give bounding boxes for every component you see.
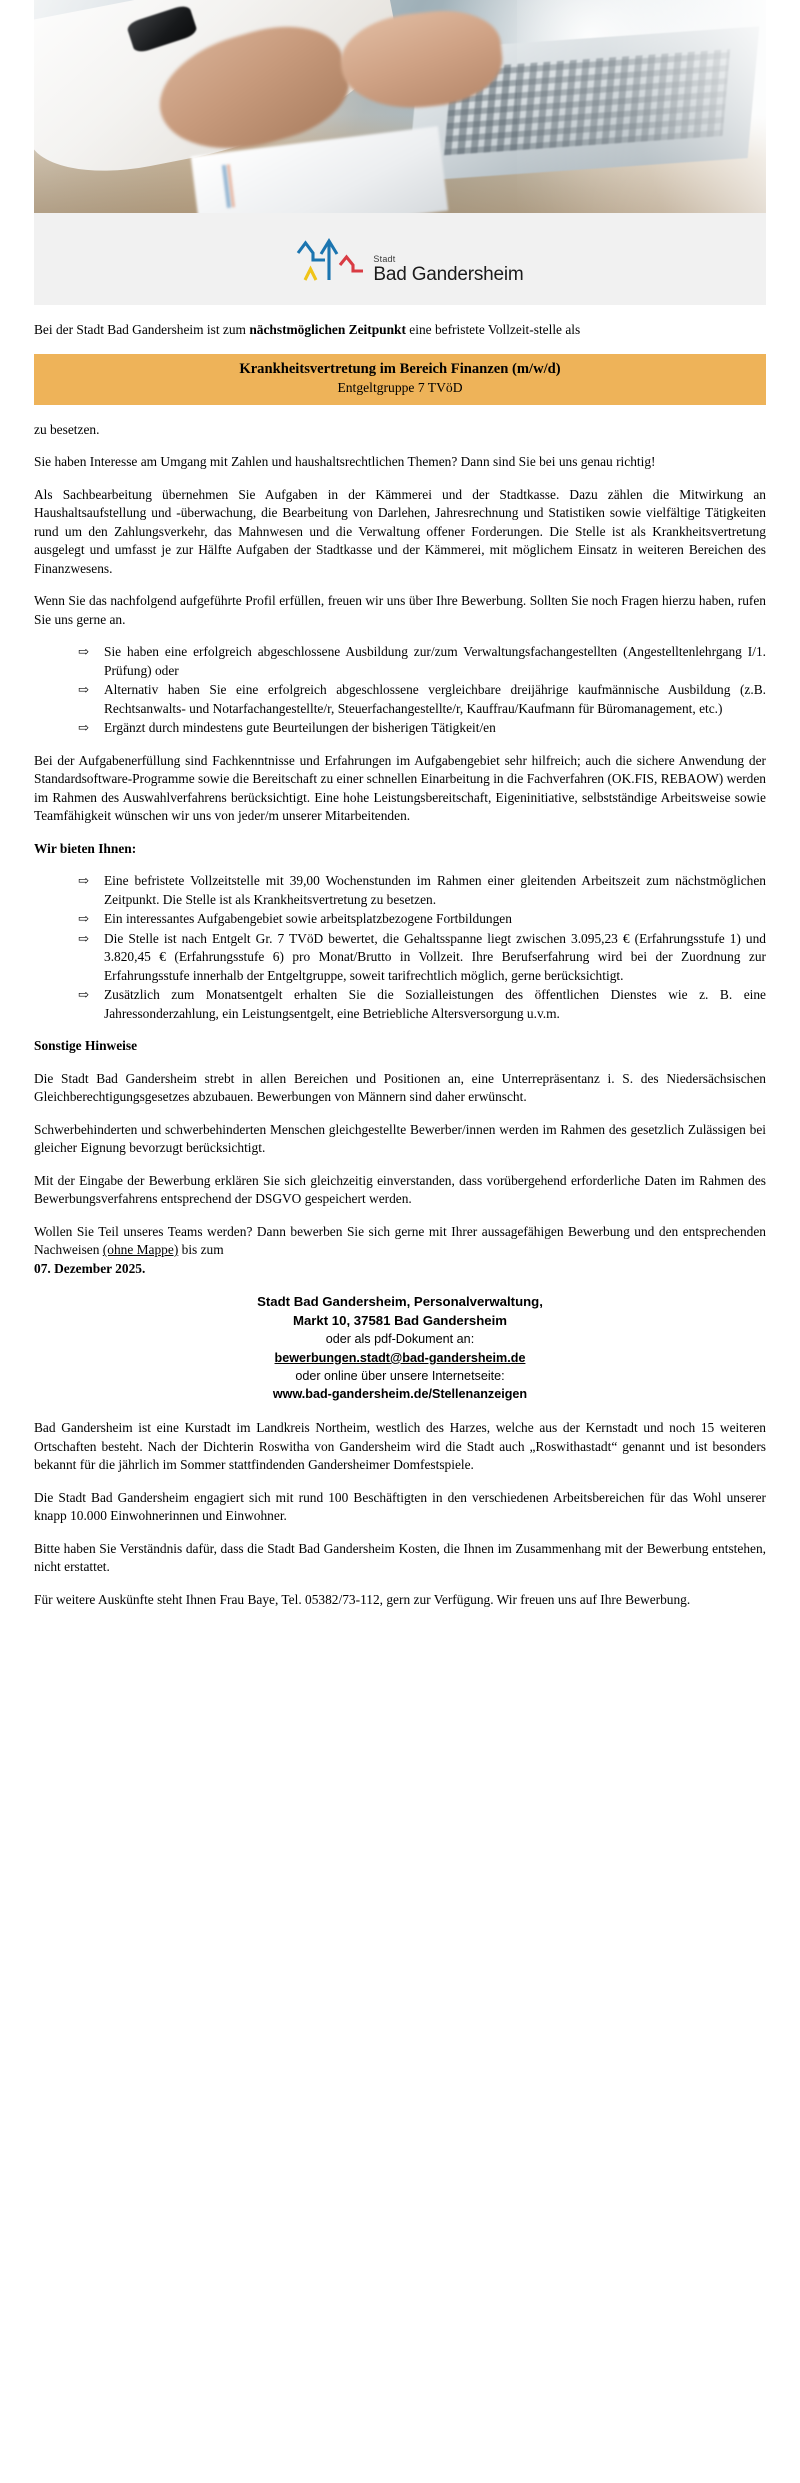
apply-text-b: bis zum <box>178 1242 224 1258</box>
contact-pdf-label: oder als pdf-Dokument an: <box>325 1332 475 1347</box>
arrow-bullet-icon: ⇨ <box>78 911 89 927</box>
offer-text: Zusätzlich zum Monatsentgelt erhalten Sie die Sozialleistungen des öffentlichen Dienstes wie z. B. eine Jahressonderzahlung, ein Leistungsentgelt, eine Betriebliche Altersversorgung u.v.m. <box>104 987 766 1021</box>
list-item <box>78 681 766 718</box>
contact-email-link[interactable]: bewerbungen.stadt@bad-gandersheim.de <box>274 1350 526 1365</box>
offer-list <box>34 872 766 1023</box>
logo-band <box>34 213 766 305</box>
contact-online-label: oder online über unsere Internetseite: <box>295 1368 505 1383</box>
apply-paragraph <box>34 1223 766 1279</box>
requirements-list <box>34 643 766 738</box>
logo-wordmark <box>373 255 523 286</box>
city-logo <box>288 232 523 286</box>
intro-bold-phrase: nächstmöglichen Zeitpunkt <box>249 322 406 337</box>
dsgvo-paragraph: Mit der Eingabe der Bewerbung erklären Sie sich gleichzeitig einverstanden, dass vorübergehend erforderliche Daten im Rahmen des Bewerbungsverfahrens entsprechend der DSGVO gespeichert werden. <box>34 1172 766 1207</box>
job-title: Krankheitsvertretung im Bereich Finanzen (m/w/d) <box>239 360 561 377</box>
requirement-text: Sie haben eine erfolgreich abgeschlossene Ausbildung zur/zum Verwaltungsfachangestellten (Angestelltenlehrgang I/1. Prüfung) oder <box>104 644 766 678</box>
about-costs-paragraph: Bitte haben Sie Verständnis dafür, dass die Stadt Bad Gandersheim Kosten, die Ihnen im Zusammenhang mit der Bewerbung entstehen, nicht erstattet. <box>34 1540 766 1575</box>
offer-text: Die Stelle ist nach Entgelt Gr. 7 TVöD bewertet, die Gehaltsspanne liegt zwischen 3.095,23 € (Erfahrungsstufe 1) und 3.820,45 € (Erfahrungsstufe 6) pro Monat/Brutto in Vollzeit. Ihre Berufserfahrung wird bei der Zuordnung zur Erfahrungsstufe innerhalb der Entgeltgruppe, soweit tarifrechtlich möglich, gerne berücksichtigt. <box>104 930 766 983</box>
arrow-bullet-icon: ⇨ <box>78 720 89 736</box>
hero-window-light-glow <box>517 0 766 213</box>
about-city-paragraph: Bad Gandersheim ist eine Kurstadt im Landkreis Northeim, westlich des Harzes, welche aus der Kernstadt und noch 15 weiteren Ortschaften besteht. Nach der Dichterin Roswitha von Gandersheim wird die Stadt auch „Roswithastadt“ genannt und ist besonders bekannt für die jährlich im Sommer stattfindenden Gandersheimer Domfestspiele. <box>34 1420 766 1473</box>
logo-stadt-label: Stadt <box>373 254 396 264</box>
list-item <box>78 910 766 929</box>
profile-intro-paragraph: Wenn Sie das nachfolgend aufgeführte Profil erfüllen, freuen wir uns über Ihre Bewerbung. Sollten Sie noch Fragen hierzu haben, rufen Sie uns gerne an. <box>34 593 766 627</box>
contact-block <box>34 1292 766 1403</box>
apply-text-a: Wollen Sie Teil unseres Teams werden? Dann bewerben Sie sich gerne mit Ihrer aussagefähigen Bewerbung und den entsprechenden Nachweisen <box>34 1223 766 1258</box>
arrow-bullet-icon: ⇨ <box>78 682 89 698</box>
skyline-emblem-icon <box>288 232 366 286</box>
apply-deadline: 07. Dezember 2025. <box>34 1260 146 1276</box>
apply-ohne-mappe: (ohne Mappe) <box>102 1242 179 1258</box>
intro-text-a: Bei der Stadt Bad Gandersheim ist zum <box>34 322 250 337</box>
arrow-bullet-icon: ⇨ <box>78 873 89 889</box>
offer-text: Eine befristete Vollzeitstelle mit 39,00 Wochenstunden im Rahmen einer gleitenden Arbeitszeit zum nächstmöglichen Zeitpunkt. Die Stelle ist als Krankheitsvertretung zu besetzen. <box>104 873 766 907</box>
disability-paragraph: Schwerbehinderten und schwerbehinderten Menschen gleichgestellte Bewerber/innen werden im Rahmen des gesetzlich Zulässigen bei gleicher Eignung bevorzugt berücksichtigt. <box>34 1121 766 1156</box>
about-inquiries-paragraph: Für weitere Auskünfte steht Ihnen Frau Baye, Tel. 05382/73-112, gern zur Verfügung. Wir freuen uns auf Ihre Bewerbung. <box>34 1591 691 1607</box>
list-item <box>78 872 766 909</box>
intro-text-b: eine befristete Vollzeit-stelle als <box>405 322 581 337</box>
interest-paragraph: Sie haben Interesse am Umgang mit Zahlen und haushaltsrechtlichen Themen? Dann sind Sie bei uns genau richtig! <box>34 454 656 470</box>
arrow-bullet-icon: ⇨ <box>78 987 89 1003</box>
arrow-bullet-icon: ⇨ <box>78 930 89 946</box>
job-pay-grade: Entgeltgruppe 7 TVöD <box>337 379 463 395</box>
list-item <box>78 986 766 1023</box>
requirement-text: Alternativ haben Sie eine erfolgreich abgeschlossene vergleichbare dreijährige kaufmännische Ausbildung (z.B. Rechtsanwalts- und Notarfachangestellte/r, Steuerfachangestellte/r, Kauffrau/Kaufmann für Büromanagement, etc.) <box>104 682 766 716</box>
contact-organization: Stadt Bad Gandersheim, Personalverwaltung, <box>257 1294 543 1310</box>
offer-heading: Wir bieten Ihnen: <box>34 840 137 856</box>
intro-paragraph <box>34 321 766 340</box>
hero-photo-office-desk <box>34 0 766 213</box>
notes-heading: Sonstige Hinweise <box>34 1038 138 1054</box>
equality-paragraph: Die Stadt Bad Gandersheim strebt in allen Bereichen und Positionen an, eine Unterrepräsentanz i. S. des Niedersächsischen Gleichberechtigungsgesetzes abzubauen. Bewerbungen von Männern sind daher erwünscht. <box>34 1070 766 1105</box>
job-title-banner <box>34 354 766 405</box>
arrow-bullet-icon: ⇨ <box>78 644 89 660</box>
contact-website-link[interactable]: www.bad-gandersheim.de/Stellenanzeigen <box>272 1387 528 1402</box>
posting-content <box>0 305 800 1663</box>
duties-paragraph: Als Sachbearbeitung übernehmen Sie Aufgaben in der Kämmerei und der Stadtkasse. Dazu zählen die Mitwirkung an Haushaltsaufstellung und -überwachung, die Bearbeitung von Darlehen, Jahresrechnung und Statistiken sowie vielfältige Tätigkeiten rund um den Zahlungsverkehr, das Mahnwesen und die Verwaltung offener Forderungen. Die Stelle ist als Krankheitsvertretung ausgelegt und umfasst je zur Hälfte Aufgaben der Stadtkasse und der Kämmerei, mit möglichem Einsatz in weiteren Bereichen des Finanzwesens. <box>34 486 766 576</box>
offer-text: Ein interessantes Aufgabengebiet sowie arbeitsplatzbezogene Fortbildungen <box>104 911 512 927</box>
about-employees-paragraph: Die Stadt Bad Gandersheim engagiert sich mit rund 100 Beschäftigten in den verschiedenen Arbeitsbereichen für das Wohl unserer knapp 10.000 Einwohnerinnen und Einwohner. <box>34 1489 766 1524</box>
contact-address: Markt 10, 37581 Bad Gandersheim <box>292 1313 508 1329</box>
logo-city-name: Bad Gandersheim <box>373 264 524 285</box>
list-item <box>78 643 766 680</box>
list-item <box>78 930 766 986</box>
list-item <box>78 719 766 738</box>
fill-line: zu besetzen. <box>34 421 100 437</box>
requirement-text: Ergänzt durch mindestens gute Beurteilungen der bisherigen Tätigkeit/en <box>104 720 496 736</box>
skills-paragraph: Bei der Aufgabenerfüllung sind Fachkenntnisse und Erfahrungen im Aufgabengebiet sehr hilfreich; auch die sichere Anwendung der Standardsoftware-Programme sowie die Bereitschaft zu einer schnellen Einarbeitung in die Fachverfahren (OK.FIS, REBAOW) werden im Rahmen des Auswahlverfahrens berücksichtigt. Eine hohe Leistungsbereitschaft, Eigeninitiative, selbstständige Arbeitsweise sowie Teamfähigkeit wünschen wir uns von jeder/m unserer Mitarbeitenden. <box>34 752 766 824</box>
